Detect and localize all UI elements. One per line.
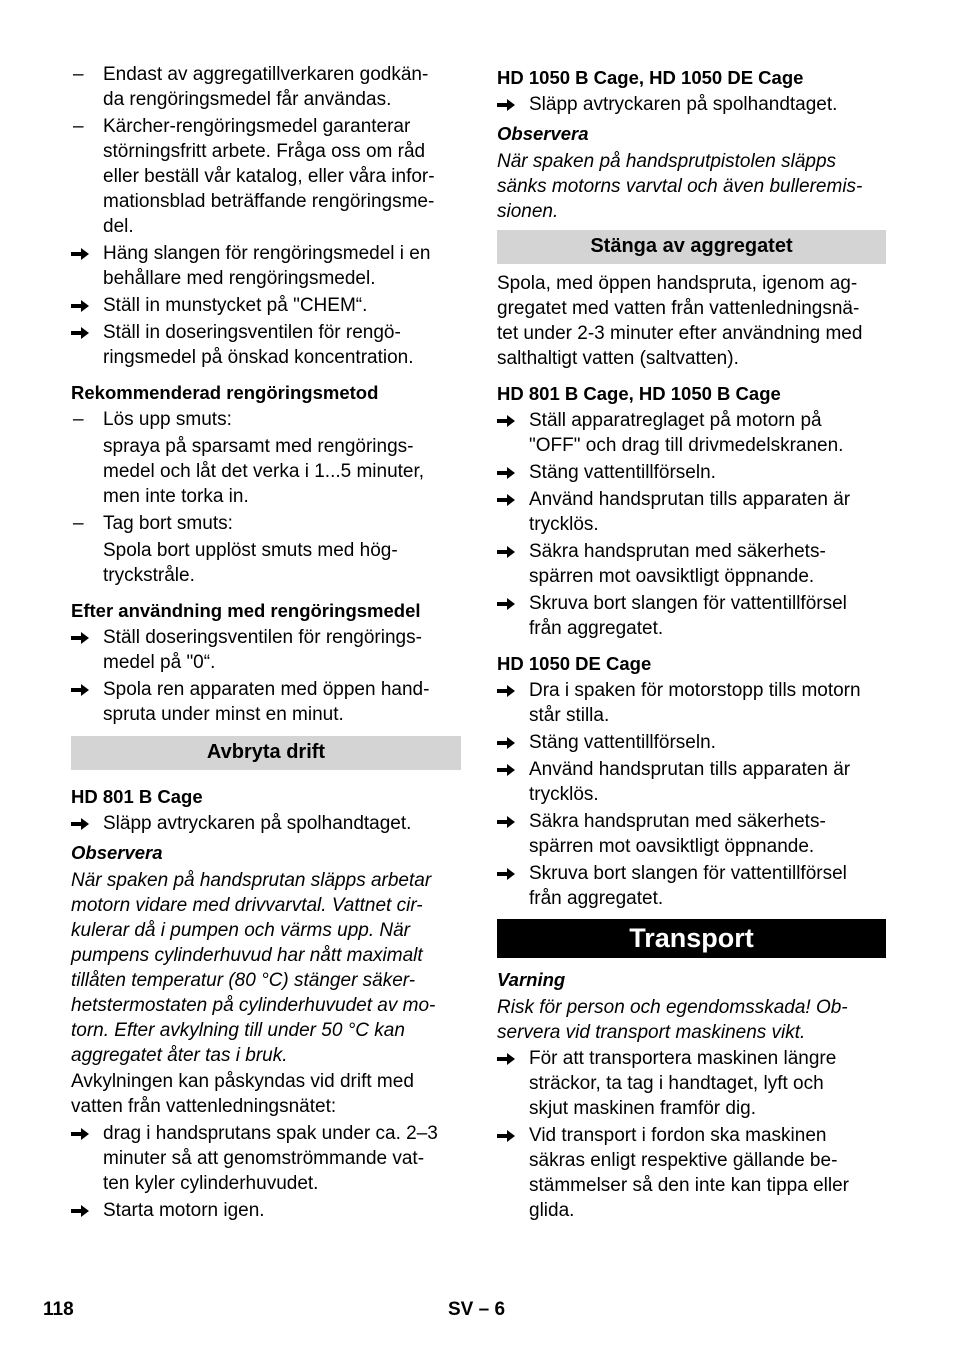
arrow-item: Spola ren apparaten med öppen hand- spruta under minst en minut. — [71, 677, 461, 727]
warning-text: Risk för person och egendomsskada! Ob- servera vid transport maskinens vikt. — [497, 997, 848, 1043]
arrow-right-icon — [497, 539, 523, 559]
heading-recommended-method: Rekommenderad rengöringsmetod — [71, 382, 379, 403]
arrow-item: Använd handsprutan tills apparaten är trycklös. — [497, 757, 886, 807]
arrow-item: Släpp avtryckaren på spolhandtaget. — [71, 811, 461, 836]
arrow-item: Ställ in munstycket på "CHEM“. — [71, 293, 461, 318]
arrow-item: Vid transport i fordon ska maskinen säkras enligt respektive gällande be- stämmelser så den inte kan tippa eller glida. — [497, 1123, 886, 1223]
arrow-item: Stäng vattentillförseln. — [497, 730, 886, 755]
arrow-right-icon — [71, 811, 97, 831]
arrow-item: Skruva bort slangen för vattentillförsel från aggregatet. — [497, 861, 886, 911]
arrow-right-icon — [497, 730, 523, 750]
dash-bullet: – — [73, 64, 84, 85]
arrow-right-icon — [497, 92, 523, 112]
right-column — [497, 62, 886, 1225]
arrow-right-icon — [497, 1046, 523, 1066]
heading-hd-1050: HD 1050 B Cage, HD 1050 DE Cage — [497, 67, 804, 88]
arrow-item: För att transportera maskinen längre sträckor, ta tag i handtaget, lyft och skjut maskinen framför dig. — [497, 1046, 886, 1121]
section-band-transport: Transport — [497, 919, 886, 958]
arrow-item: Släpp avtryckaren på spolhandtaget. — [497, 92, 886, 117]
note-heading: Observera — [497, 123, 589, 144]
note-text: När spaken på handsprutpistolen släpps sänks motorns varvtal och även bulleremis- sionen. — [497, 151, 863, 222]
arrow-item: drag i handsprutans spak under ca. 2–3 minuter så att genomströmmande vat- ten kyler cylinderhuvudet. — [71, 1121, 461, 1196]
section-band-avbryta-drift: Avbryta drift — [71, 736, 461, 770]
heading-hd-1050-de: HD 1050 DE Cage — [497, 653, 652, 674]
left-column — [71, 62, 461, 1225]
arrow-right-icon — [497, 757, 523, 777]
section-marker: SV – 6 — [448, 1299, 506, 1320]
arrow-item: Stäng vattentillförseln. — [497, 460, 886, 485]
arrow-right-icon — [497, 861, 523, 881]
note-text: När spaken på handsprutan släpps arbetar motorn vidare med drivvarvtal. Vattnet cir- kulerar då i pumpen och värms upp. När pumpens cylinderhuvud har nått maximalt tillåten temperatur (80 °C) stänger säker- hetstermostaten på cylinderhuvudet av mo- torn. Efter avkylning till under 50 °C kan aggregatet åter tas i bruk. — [71, 870, 436, 1066]
item-continuation: Spola bort upplöst smuts med hög- tryckstråle. — [103, 540, 398, 586]
arrow-right-icon — [71, 1121, 97, 1141]
arrow-right-icon — [71, 625, 97, 645]
dash-item: – Kärcher-rengöringsmedel garanterar störningsfritt arbete. Fråga oss om råd eller beställ vår katalog, eller våra infor- mationsblad beträffande rengöringsme- del. — [73, 116, 435, 237]
arrow-right-icon — [497, 408, 523, 428]
note-heading: Observera — [71, 842, 163, 863]
arrow-item: Starta motorn igen. — [71, 1198, 461, 1223]
arrow-item: Ställ apparatreglaget på motorn på "OFF" och drag till drivmedelskranen. — [497, 408, 886, 458]
dash-item: – Endast av aggregatillverkaren godkän- da rengöringsmedel får användas. — [73, 64, 429, 110]
warning-heading: Varning — [497, 969, 566, 990]
item-continuation: spraya på sparsamt med rengörings- medel och låt det verka i 1...5 minuter, men inte torka in. — [103, 436, 425, 507]
arrow-right-icon — [71, 1198, 97, 1218]
heading-hd-801-1050: HD 801 B Cage, HD 1050 B Cage — [497, 383, 781, 404]
heading-hd-801: HD 801 B Cage — [71, 786, 203, 807]
arrow-right-icon — [497, 591, 523, 611]
arrow-right-icon — [497, 1123, 523, 1143]
arrow-right-icon — [497, 809, 523, 829]
paragraph: Avkylningen kan påskyndas vid drift med vatten från vattenledningsnätet: — [71, 1071, 414, 1117]
arrow-right-icon — [71, 320, 97, 340]
arrow-item: Dra i spaken för motorstopp tills motorn står stilla. — [497, 678, 886, 728]
arrow-item: Säkra handsprutan med säkerhets- spärren mot oavsiktligt öppnande. — [497, 539, 886, 589]
dash-bullet: – — [73, 409, 84, 430]
section-band-stanga-av: Stänga av aggregatet — [497, 230, 886, 264]
dash-bullet: – — [73, 513, 84, 534]
arrow-right-icon — [71, 677, 97, 697]
arrow-right-icon — [497, 678, 523, 698]
arrow-item: Ställ in doseringsventilen för rengö- ringsmedel på önskad koncentration. — [71, 320, 461, 370]
arrow-right-icon — [497, 460, 523, 480]
paragraph: Spola, med öppen handspruta, igenom ag- gregatet med vatten från vattenledningsnä- tet under 2-3 minuter efter användning med salthaltigt vatten (saltvatten). — [497, 273, 863, 369]
page-number: 118 — [43, 1299, 74, 1320]
arrow-item: Säkra handsprutan med säkerhets- spärren mot oavsiktligt öppnande. — [497, 809, 886, 859]
arrow-item: Använd handsprutan tills apparaten är trycklös. — [497, 487, 886, 537]
arrow-item: Ställ doseringsventilen för rengörings- medel på "0“. — [71, 625, 461, 675]
arrow-right-icon — [497, 487, 523, 507]
heading-after-use: Efter användning med rengöringsmedel — [71, 600, 421, 621]
arrow-right-icon — [71, 293, 97, 313]
dash-item: – Tag bort smuts: — [73, 513, 233, 534]
arrow-item: Häng slangen för rengöringsmedel i en behållare med rengöringsmedel. — [71, 241, 461, 291]
arrow-right-icon — [71, 241, 97, 261]
dash-bullet: – — [73, 116, 84, 137]
arrow-item: Skruva bort slangen för vattentillförsel från aggregatet. — [497, 591, 886, 641]
dash-item: – Lös upp smuts: — [73, 409, 232, 430]
